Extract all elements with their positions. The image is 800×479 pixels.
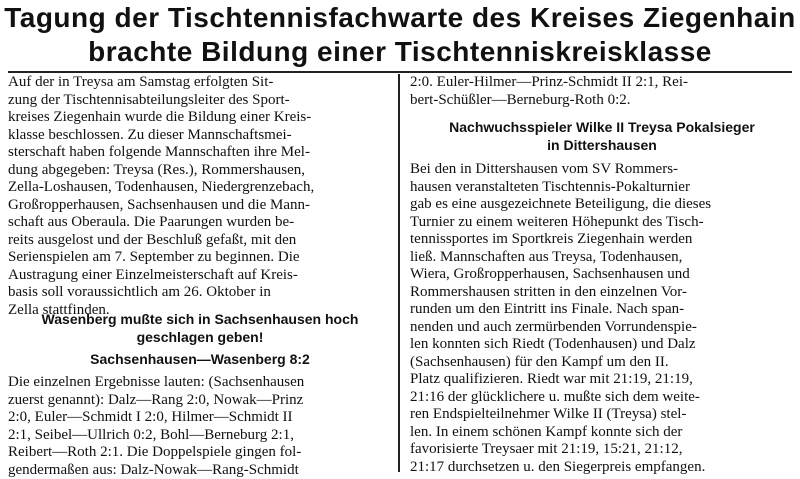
text-line: dung abgegeben: Treysa (Res.), Rommershausen, <box>8 162 392 180</box>
right-body-paragraph <box>410 161 794 476</box>
text-line: Zella stattfinden. <box>8 302 392 320</box>
text-line: Serienspielen am 7. September zu beginnen. Die <box>8 249 392 267</box>
subheading-line: in Dittershausen <box>410 136 794 154</box>
text-line: 21:17 durchsetzen u. den Siegerpreis empfangen. <box>410 459 794 477</box>
text-line: Auf der in Treysa am Samstag erfolgten Sit- <box>8 74 392 92</box>
text-line: Platz qualifizieren. Riedt war mit 21:19, 21:19, <box>410 371 794 389</box>
text-line: 2:0. Euler-Hilmer—Prinz-Schmidt II 2:1, Rei- <box>410 74 794 92</box>
subheading-line: Wasenberg mußte sich in Sachsenhausen hoch <box>8 310 392 328</box>
text-line: zuerst genannt): Dalz—Rang 2:0, Nowak—Prinz <box>8 392 392 410</box>
left-results-paragraph <box>8 374 392 479</box>
text-line: 2:0, Euler—Schmidt I 2:0, Hilmer—Schmidt II <box>8 409 392 427</box>
text-line: schaft aus Oberaula. Die Paarungen wurden be- <box>8 214 392 232</box>
text-line: len konnten sich Riedt (Todenhausen) und Dalz <box>410 336 794 354</box>
text-line: nenden und auch zermürbenden Vorrundenspie- <box>410 319 794 337</box>
text-line: Bei den in Dittershausen vom SV Rommers- <box>410 161 794 179</box>
text-line: zung der Tischtennisabteilungsleiter des Sport- <box>8 92 392 110</box>
text-line: sterschaft haben folgende Mannschaften ihre Mel- <box>8 144 392 162</box>
right-subheading <box>410 118 794 154</box>
text-line: basis soll voraussichtlich am 26. Oktober in <box>8 284 392 302</box>
subheading-line: geschlagen geben! <box>8 328 392 346</box>
left-intro-paragraph <box>8 74 392 319</box>
text-line: (Sachsenhausen) für den Kampf um den II. <box>410 354 794 372</box>
text-line: Großropperhausen, Sachsenhausen und die Mann- <box>8 197 392 215</box>
text-line: Zella-Loshausen, Todenhausen, Niedergrenzebach, <box>8 179 392 197</box>
text-line: klasse beschlossen. Zu dieser Mannschaftsmei- <box>8 127 392 145</box>
text-line: Rommershausen stritten in den einzelnen Vor- <box>410 284 794 302</box>
column-divider <box>398 74 400 472</box>
text-line: gab es eine ausgezeichnete Beteiligung, die dieses <box>410 196 794 214</box>
text-line: favorisierte Treysaer mit 21:19, 15:21, 21:12, <box>410 441 794 459</box>
text-line: hausen veranstalteten Tischtennis-Pokalturnier <box>410 179 794 197</box>
text-line: kreises Ziegenhain wurde die Bildung einer Kreis- <box>8 109 392 127</box>
text-line: bert-Schüßler—Berneburg-Roth 0:2. <box>410 92 794 110</box>
left-subheading <box>8 310 392 346</box>
text-line: ließ. Mannschaften aus Treysa, Todenhausen, <box>410 249 794 267</box>
text-line: reits ausgelost und der Beschluß gefaßt, mit den <box>8 232 392 250</box>
text-line: ren Endspielteilnehmer Wilke II (Treysa) stel- <box>410 406 794 424</box>
text-line: Die einzelnen Ergebnisse lauten: (Sachsenhausen <box>8 374 392 392</box>
headline-line-1: Tagung der Tischtennisfachwarte des Kreises Ziegenhain <box>0 2 800 34</box>
text-line: len. In einem schönen Kampf konnte sich der <box>410 424 794 442</box>
text-line: 2:1, Seibel—Ullrich 0:2, Bohl—Berneburg 2:1, <box>8 427 392 445</box>
text-line: tennissportes im Sportkreis Ziegenhain werden <box>410 231 794 249</box>
result-title: Sachsenhausen—Wasenberg 8:2 <box>8 350 392 368</box>
text-line: Reibert—Roth 2:1. Die Doppelspiele gingen fol- <box>8 444 392 462</box>
headline-line-2: brachte Bildung einer Tischtenniskreisklasse <box>0 36 800 68</box>
text-line: 21:16 der glücklichere u. mußte sich dem weite- <box>410 389 794 407</box>
text-line: Turnier zu einem weiteren Höhepunkt des Tisch- <box>410 214 794 232</box>
headline-rule <box>8 71 792 73</box>
text-line: Wiera, Großropperhausen, Sachsenhausen und <box>410 266 794 284</box>
text-line: runden um den Eintritt ins Finale. Nach span- <box>410 301 794 319</box>
text-line: Austragung einer Einzelmeisterschaft auf Kreis- <box>8 267 392 285</box>
right-continuation <box>410 74 794 109</box>
subheading-line: Nachwuchsspieler Wilke II Treysa Pokalsieger <box>410 118 794 136</box>
text-line: gendermaßen aus: Dalz-Nowak—Rang-Schmidt <box>8 462 392 479</box>
